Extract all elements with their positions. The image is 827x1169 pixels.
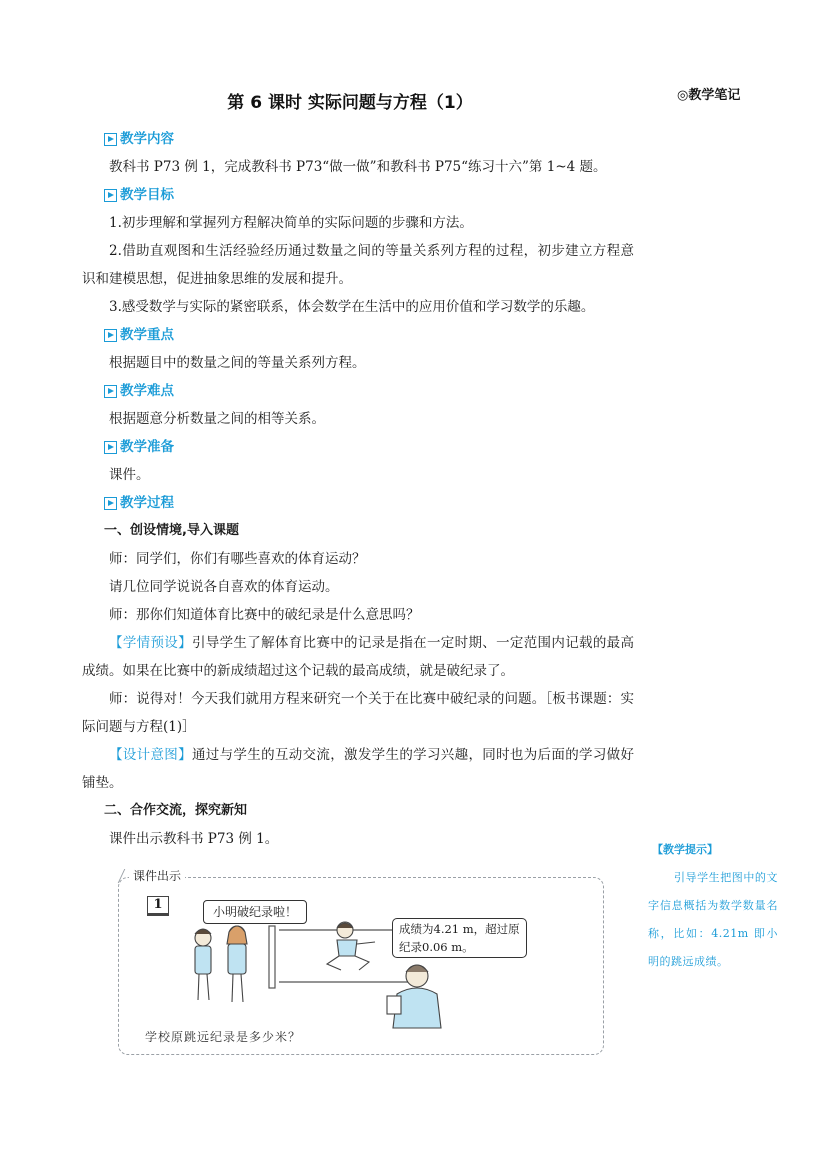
play-icon	[104, 385, 117, 398]
lesson-content	[82, 125, 634, 853]
part1-title: 一、创设情境,导入课题	[104, 523, 239, 538]
play-icon	[104, 441, 117, 454]
example-number: 1	[147, 896, 169, 916]
process-paragraph-3: 师：那你们知道体育比赛中的破纪录是什么意思吗？	[109, 607, 420, 623]
learning-preset-tag: 【学情预设】	[109, 635, 192, 651]
key-points-text: 根据题目中的数量之间的等量关系列方程。	[109, 355, 366, 371]
process-paragraph-1: 师：同学们，你们有哪些喜欢的体育运动？	[109, 551, 366, 567]
section-heading-goals	[82, 181, 634, 209]
section-heading-preparation	[82, 433, 634, 461]
learning-preset-text: 引导学生了解体育比赛中的记录是指在一定时期、一定范围内记载的最高成绩。如果在比赛中的新成绩超过这个记载的最高成绩，就是破纪录了。	[82, 635, 635, 679]
teaching-notes-label: ◎教学笔记	[677, 88, 741, 103]
design-intent-text: 通过与学生的互动交流，激发学生的学习兴趣，同时也为后面的学习做好铺垫。	[82, 747, 635, 791]
tip-text: 引导学生把图中的文字信息概括为数学数量名称，比如：4.21m 即小明的跳远成绩。	[648, 871, 778, 968]
section-heading-label: 教学内容	[120, 131, 174, 147]
students-icon	[195, 926, 247, 1002]
teaching-tip	[648, 836, 778, 976]
section-heading-label: 教学过程	[120, 495, 174, 511]
process-paragraph-7: 课件出示教科书 P73 例 1。	[109, 831, 279, 847]
play-icon	[104, 133, 117, 146]
speech-bubble-score: 成绩为4.21 m，超过原纪录0.06 m。	[392, 918, 527, 958]
section-heading-key-points	[82, 321, 634, 349]
section-heading-label: 教学目标	[120, 187, 174, 203]
section-heading-label: 教学准备	[120, 439, 174, 455]
process-paragraph-2: 请几位同学说说各自喜欢的体育运动。	[109, 579, 339, 595]
speech-bubble-record: 小明破纪录啦！	[203, 900, 307, 924]
preparation-text: 课件。	[109, 467, 150, 483]
section-heading-content	[82, 125, 634, 153]
courseware-label: 课件出示	[129, 867, 185, 884]
process-paragraph-5: 师：说得对！今天我们就用方程来研究一个关于在比赛中破纪录的问题。［板书课题：实际问题与方程(1)］	[82, 691, 634, 735]
goal-item-3: 3.感受数学与实际的紧密联系，体会数学在生活中的应用价值和学习数学的乐趣。	[109, 299, 595, 315]
play-icon	[104, 497, 117, 510]
example-question: 学校原跳远纪录是多少米？	[145, 1030, 302, 1044]
goal-item-2: 2.借助直观图和生活经验经历通过数量之间的等量关系列方程的过程，初步建立方程意识和建模思想，促进抽象思维的发展和提升。	[82, 243, 634, 287]
section-heading-label: 教学难点	[120, 383, 174, 399]
section-heading-difficulties	[82, 377, 634, 405]
process-paragraph-6	[82, 741, 634, 797]
teacher-icon	[387, 965, 441, 1028]
content-text: 教科书 P73 例 1，完成教科书 P73“做一做”和教科书 P75“练习十六”第 1~4 题。	[109, 159, 607, 175]
play-icon	[104, 189, 117, 202]
tip-title: 【教学提示】	[652, 843, 718, 856]
design-intent-tag: 【设计意图】	[109, 747, 192, 763]
courseware-panel	[118, 869, 604, 1055]
section-heading-process	[82, 489, 634, 517]
part2-title: 二、合作交流，探究新知	[104, 803, 248, 818]
play-icon	[104, 329, 117, 342]
goal-item-1: 1.初步理解和掌握列方程解决简单的实际问题的步骤和方法。	[109, 215, 473, 231]
process-paragraph-4	[82, 629, 634, 685]
jumper-icon	[327, 922, 375, 970]
page-title: 第 6 课时 实际问题与方程（1）	[227, 93, 473, 113]
section-heading-label: 教学重点	[120, 327, 174, 343]
difficulties-text: 根据题意分析数量之间的相等关系。	[109, 411, 325, 427]
